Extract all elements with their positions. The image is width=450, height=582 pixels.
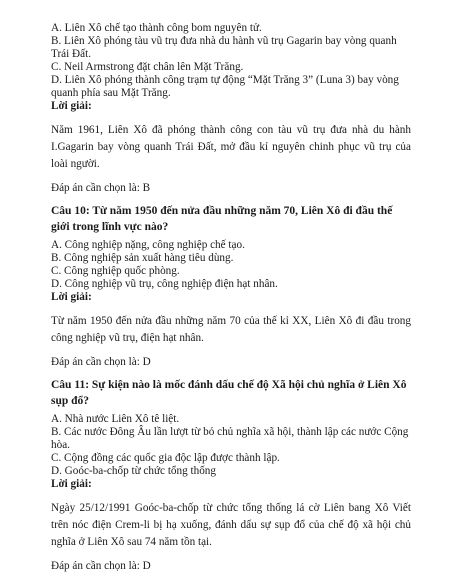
question-11-option-b: B. Các nước Đông Âu lần lượt từ bỏ chủ nghĩa xã hội, thành lập các nước Cộng hòa. xyxy=(51,426,409,451)
question-11-option-a: A. Nhà nước Liên Xô tê liệt. xyxy=(51,413,180,425)
question-10-option-b: B. Công nghiệp sản xuất hàng tiêu dùng. xyxy=(51,252,234,264)
question-10-option-a: A. Công nghiệp nặng, công nghiệp chế tạo. xyxy=(51,239,245,251)
question-9-option-d: D. Liên Xô phóng thành công trạm tự động “Mặt Trăng 3” (Luna 3) bay vòng quanh phía sau Mặt Trăng. xyxy=(51,74,399,99)
question-11-answer: Đáp án cần chọn là: D xyxy=(51,560,151,572)
question-9-option-a: A. Liên Xô chế tạo thành công bom nguyên tử. xyxy=(51,22,262,34)
question-9-section xyxy=(51,22,411,195)
question-11-section xyxy=(51,377,411,573)
question-10-title: Câu 10: Từ năm 1950 đến nửa đầu những năm 70, Liên Xô đi đầu thế giới trong lĩnh vực nào? xyxy=(51,205,393,233)
question-11-explanation: Ngày 25/12/1991 Goóc-ba-chốp từ chức tổng thống lá cờ Liên bang Xô Viết trên nóc điện Crem-li bị hạ xuống, đánh dấu sự sụp đổ của chế độ xã hội chủ nghĩa ở Liên Xô sau 74 năm tồn tại. xyxy=(51,502,411,548)
question-10-option-d: D. Công nghiệp vũ trụ, công nghiệp điện hạt nhân. xyxy=(51,278,278,290)
question-11-solution-label: Lời giải: xyxy=(51,478,92,490)
question-9-explanation: Năm 1961, Liên Xô đã phóng thành công con tàu vũ trụ đưa nhà du hành I.Gagarin bay vòng quanh Trái Đất, mở đầu kỉ nguyên chinh phục vũ trụ của loài người. xyxy=(51,124,411,170)
question-10-option-c: C. Công nghiệp quốc phòng. xyxy=(51,265,180,277)
question-11-option-d: D. Goóc-ba-chốp từ chức tổng thống xyxy=(51,465,216,477)
question-9-answer: Đáp án cần chọn là: B xyxy=(51,182,151,194)
question-9-option-b: B. Liên Xô phóng tàu vũ trụ đưa nhà du hành vũ trụ Gagarin bay vòng quanh Trái Đất. xyxy=(51,35,397,60)
question-11-title: Câu 11: Sự kiện nào là mốc đánh dấu chế độ Xã hội chủ nghĩa ở Liên Xô sụp đổ? xyxy=(51,379,407,407)
question-10-explanation: Từ năm 1950 đến nửa đầu những năm 70 của thế kỉ XX, Liên Xô đi đầu trong công nghiệp vũ trụ, điện hạt nhân. xyxy=(51,315,411,344)
question-10-answer: Đáp án cần chọn là: D xyxy=(51,356,151,368)
question-9-solution-label: Lời giải: xyxy=(51,100,92,112)
question-10-solution-label: Lời giải: xyxy=(51,291,92,303)
question-10-section xyxy=(51,203,411,369)
document-page xyxy=(51,0,411,573)
question-11-option-c: C. Cộng đồng các quốc gia độc lập được thành lập. xyxy=(51,452,280,464)
question-9-option-c: C. Neil Armstrong đặt chân lên Mặt Trăng. xyxy=(51,61,244,73)
